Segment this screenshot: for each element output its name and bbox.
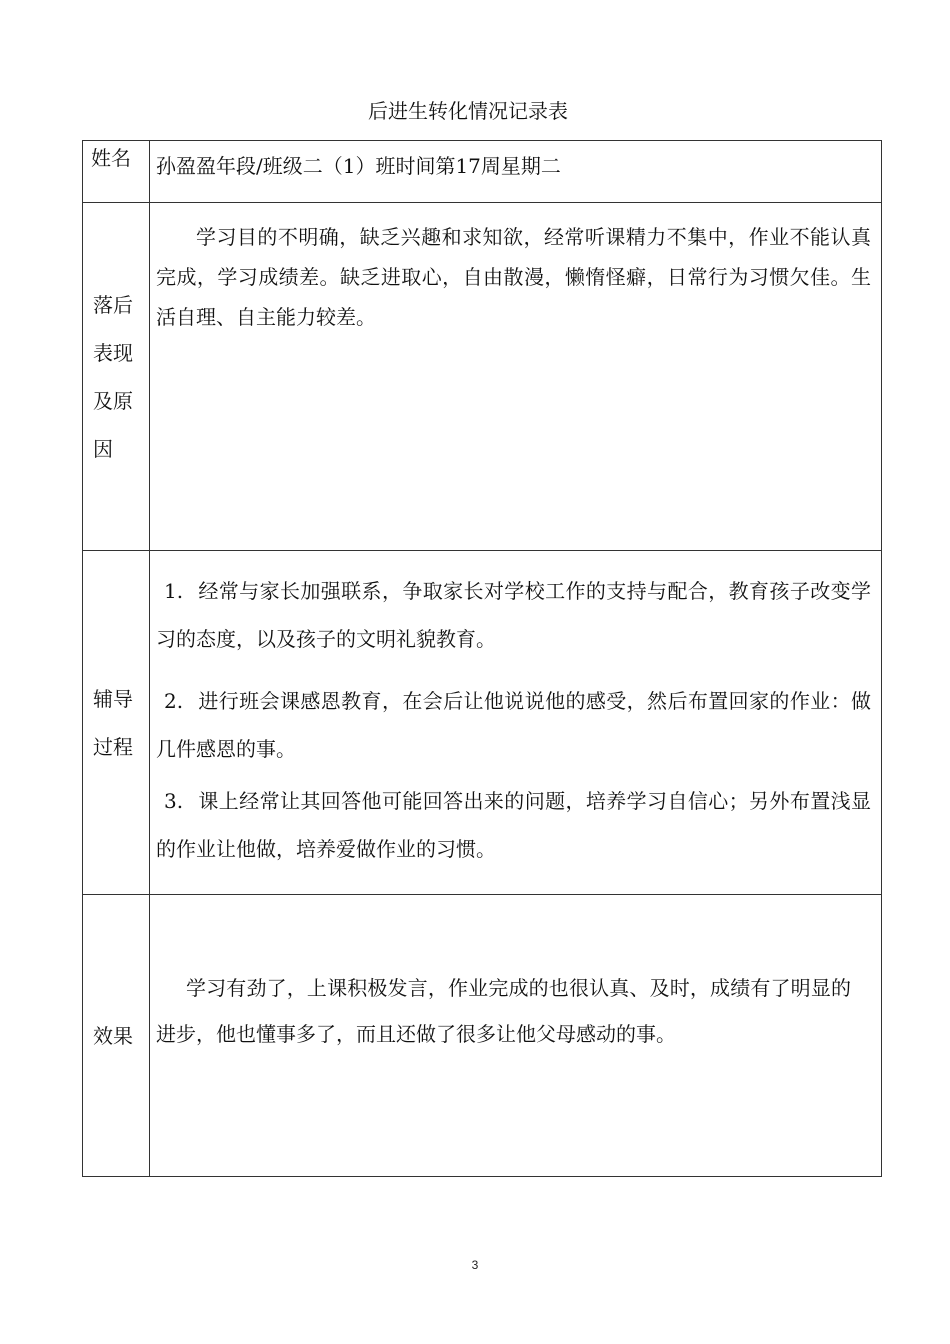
page-number: 3 [471,1258,479,1272]
name-value-cell [150,141,882,203]
table-row-process [83,551,882,895]
process-step-1-number: 1. [164,579,184,603]
name-value: 孙盈盈年段/班级二（1）班时间第17周星期二 [156,154,561,178]
process-step-3 [156,777,871,873]
document-title-text: 后进生转化情况记录表 [368,99,568,123]
table-row-behavior [83,203,882,551]
process-step-3-number: 3. [164,789,184,813]
process-text-cell [150,551,882,895]
document-title [368,98,608,140]
name-label: 姓名 [91,146,131,170]
record-table [82,140,882,1177]
process-step-2 [156,677,871,773]
table-row-name [83,141,882,203]
name-label-cell [83,141,150,203]
effect-label-cell [83,895,150,1177]
behavior-text-cell [150,203,882,551]
behavior-label: 落后表现及原因 [93,292,133,461]
process-step-2-number: 2. [164,689,184,713]
process-label: 辅导过程 [93,686,133,759]
process-step-2-text: 进行班会课感恩教育，在会后让他说说他的感受，然后布置回家的作业：做几件感恩的事。 [156,689,871,761]
table-row-effect [83,895,882,1177]
effect-text-cell [150,895,882,1177]
effect-text: 学习有劲了，上课积极发言，作业完成的也很认真、及时，成绩有了明显的进步，他也懂事多了，而且还做了很多让他父母感动的事。 [156,976,851,1046]
process-step-1-text: 经常与家长加强联系，争取家长对学校工作的支持与配合，教育孩子改变学习的态度，以及孩子的文明礼貌教育。 [156,579,871,651]
process-step-1 [156,567,871,663]
process-step-3-text: 课上经常让其回答他可能回答出来的问题，培养学习自信心；另外布置浅显的作业让他做，培养爱做作业的习惯。 [156,789,871,861]
effect-label: 效果 [93,1023,133,1048]
process-label-cell [83,551,150,895]
behavior-text: 学习目的不明确，缺乏兴趣和求知欲，经常听课精力不集中，作业不能认真完成，学习成绩差。缺乏进取心，自由散漫，懒惰怪癖，日常行为习惯欠佳。生活自理、自主能力较差。 [156,225,871,329]
behavior-label-cell [83,203,150,551]
